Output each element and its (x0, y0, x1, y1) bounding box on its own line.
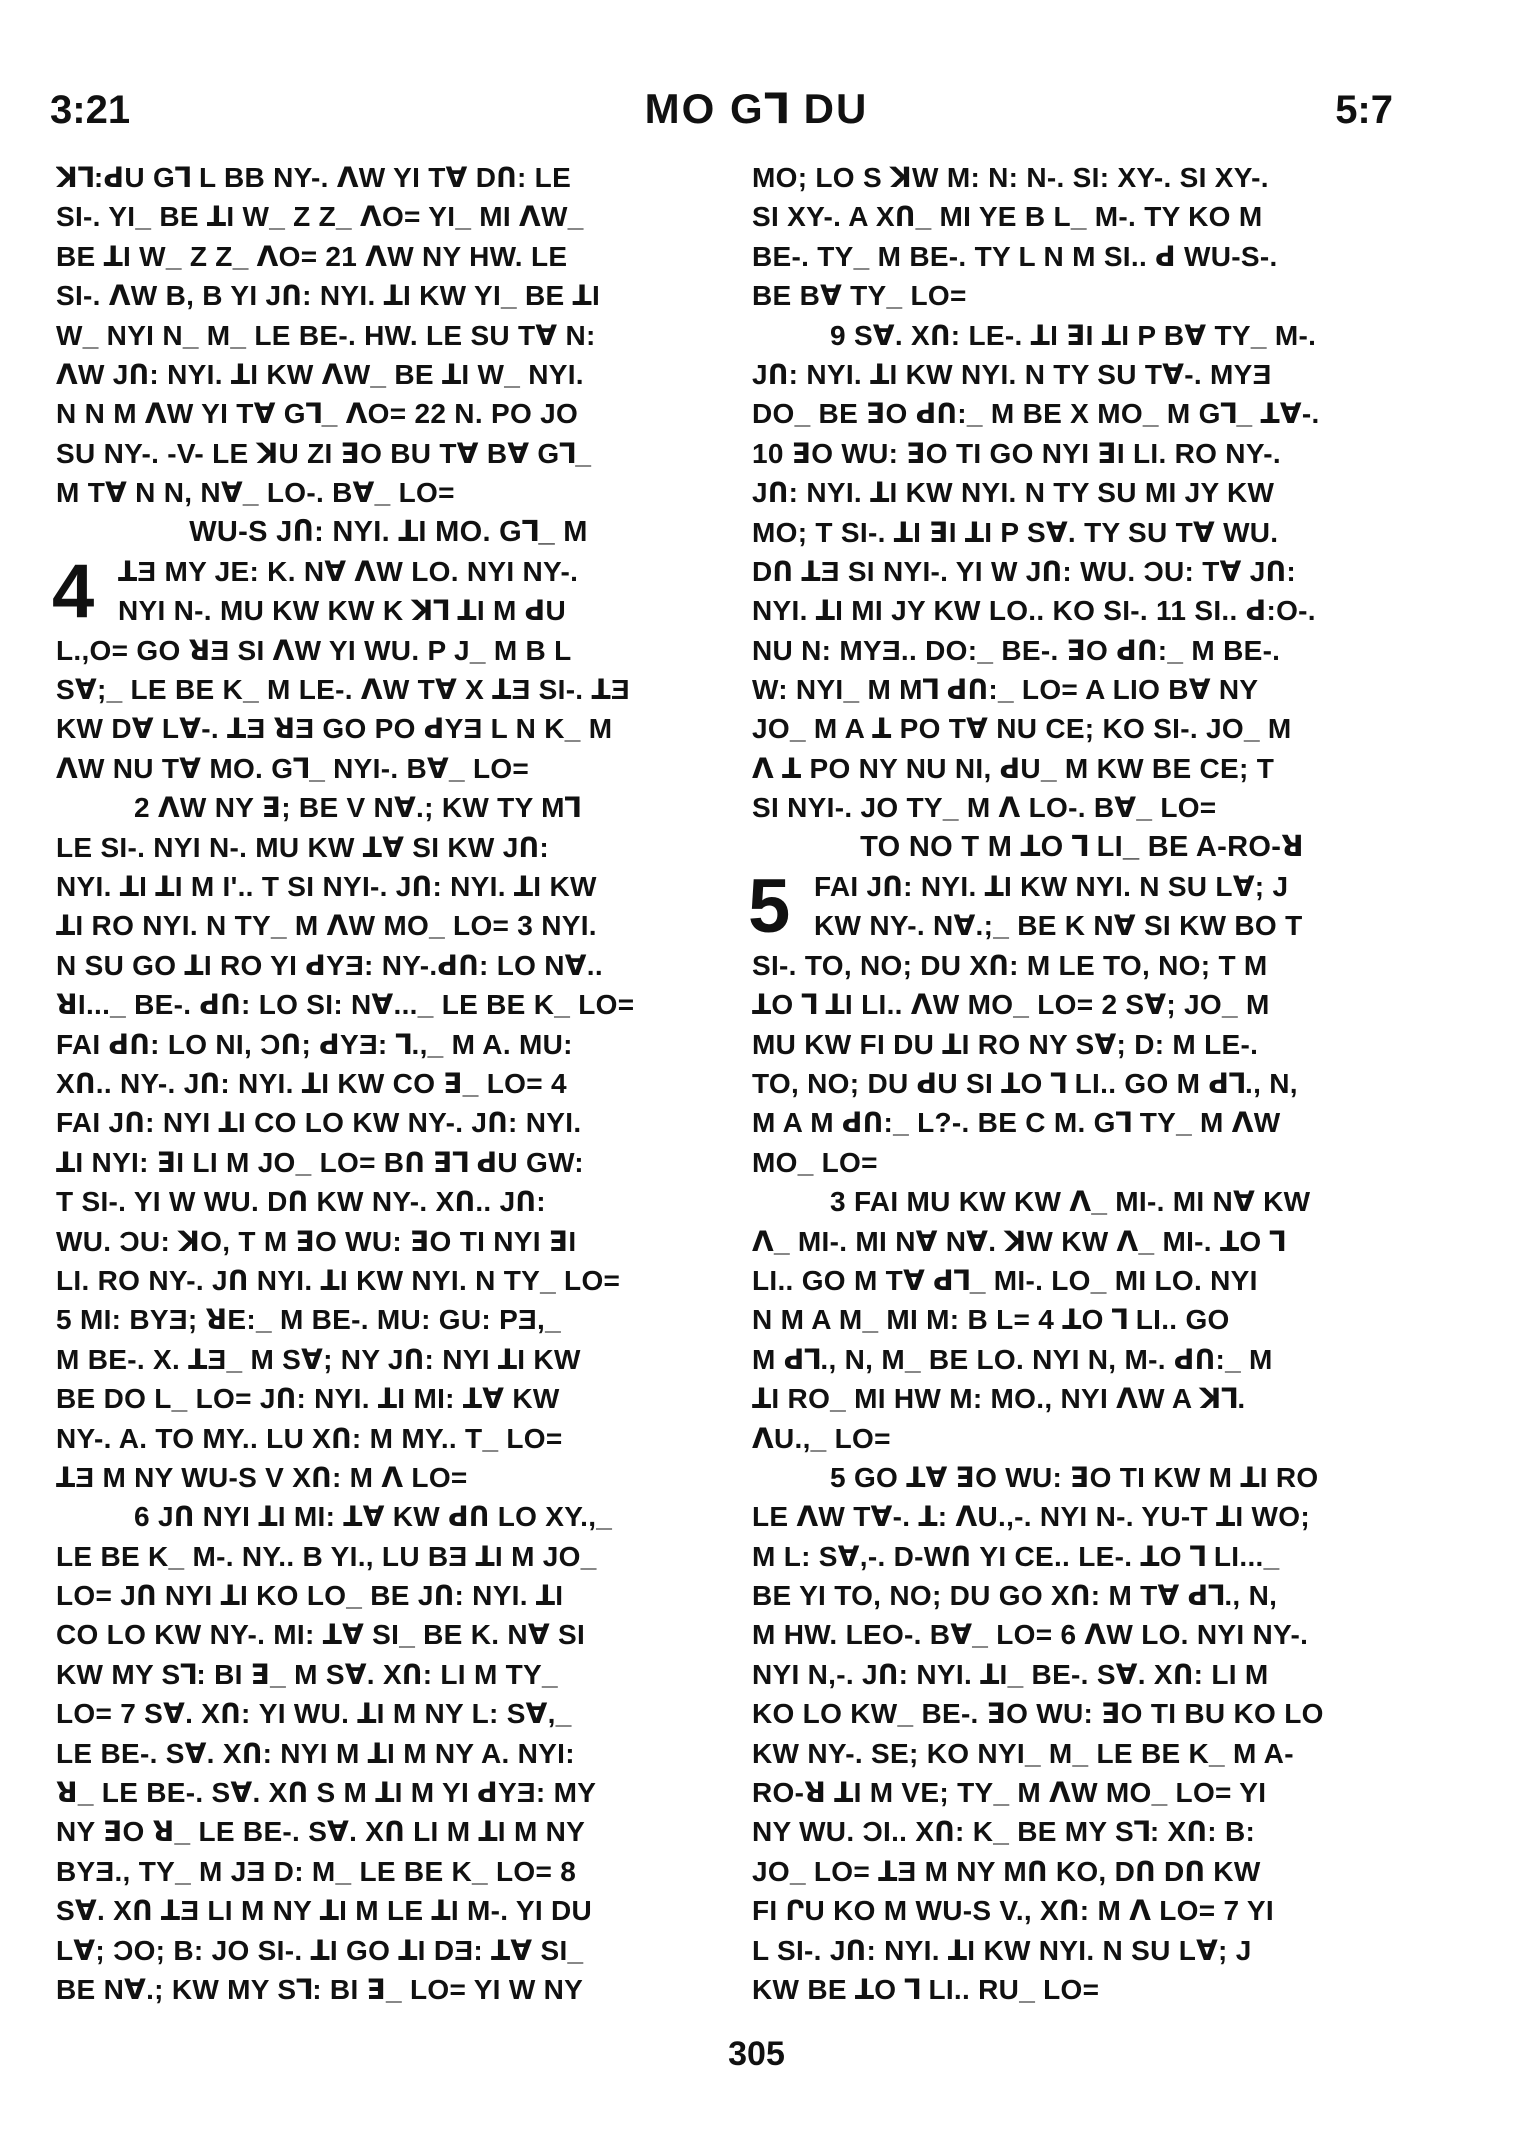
text-line: MO_ LO= (752, 1146, 878, 1178)
chapter-4-opening (52, 548, 721, 634)
text-line: BE DO L_ LO= JՈ: NYI. ꓕI MI: ꓕꓯ KW (56, 1383, 560, 1415)
text-line: JO_ LO= ꓕƎ M NY MՈ KO, DՈ DՈ KW (752, 1855, 1261, 1887)
chapter-4-continuation (56, 631, 721, 789)
text-line: NYI N,-. JՈ: NYI. ꓕI_ BE-. Sꓯ. XՈ: LI M (752, 1658, 1269, 1690)
chapter-number: 4 (52, 548, 95, 634)
right-intro-lines (752, 158, 1412, 316)
text-line: FAI JՈ: NYI. ꓕI KW NYI. N SU Lꓯ; J (814, 871, 1289, 903)
text-line: JՈ: NYI. ꓕI KW NYI. N TY SU Tꓯ-. MYƎ (752, 358, 1272, 390)
text-line: 5 MI: BYƎ; ꓤE:_ M BE-. MU: GU: PƎ,_ (56, 1304, 561, 1336)
text-line: M BE-. X. ꓕƎ_ M Sꓯ; NY JՈ: NYI ꓕI KW (56, 1343, 581, 1375)
text-line: CO LO KW NY-. MI: ꓕꓯ SI_ BE K. Nꓯ SI (56, 1619, 586, 1651)
text-line: XՈ.. NY-. JՈ: NYI. ꓕI KW CO ꓱ_ LO= 4 (56, 1067, 567, 1099)
text-line: KW NY-. Nꓯ.;_ BE K Nꓯ SI KW BO T (814, 910, 1303, 942)
section-heading: WU-S JՈ: NYI. ꓕI MO. G⅂_ M (189, 515, 588, 548)
text-line: NYI. ꓕI ꓕI M I'.. T SI NYI-. JՈ: NYI. ꓕI KW (56, 871, 597, 903)
text-line: WU. ϽU: ꓘO, T M ꓱO WU: ꓱO TI NYI ꓱI (56, 1225, 577, 1257)
text-line: MO; LO S ꓘW M: N: N-. SI: XY-. SI XY-. (752, 162, 1269, 193)
text-line: MU KW FI DU ꓕI RO NY Sꓯ; D: M LE-. (752, 1028, 1259, 1060)
text-line: ꓥ ꓕ PO NY NU NI, ꓒU_ M KW BE CE; T (752, 752, 1275, 784)
text-line: ꓥ_ MI-. MI Nꓯ Nꓯ. ꓘW KW ꓥ_ MI-. ꓕO ⅂ (752, 1225, 1286, 1257)
paragraph-verse-9 (752, 316, 1412, 828)
text-line: N N M ꓥW YI Tꓯ G⅂_ ꓥO= 22 N. PO JO (56, 398, 579, 430)
text-line: ꓕI RO NYI. N TY_ M ꓥW MO_ LO= 3 NYI. (56, 910, 597, 942)
header-book-title: MO G⅂ DU (644, 85, 869, 132)
text-line: Lꓯ; ϽO; B: JO SI-. ꓕI GO ꓕI DƎ: ꓕꓯ SI_ (56, 1934, 584, 1966)
text-line: NYI N-. MU KW KW K ꓘ⅂ ꓕI M ꓒU (118, 595, 567, 627)
text-line: LI.. GO M Tꓯ ꓒ⅂_ MI-. LO_ MI LO. NYI (752, 1264, 1258, 1296)
text-line: BYƎ., TY_ M JƎ D: M_ LE BE K_ LO= 8 (56, 1855, 577, 1887)
text-line: 3 FAI MU KW KW ꓥ_ MI-. MI Nꓯ KW (830, 1186, 1311, 1218)
text-line: Sꓯ. XՈ ꓕƎ LI M NY ꓕI M LE ꓕI M-. YI DU (56, 1895, 593, 1927)
text-line: KW MY S⅂: BI ꓱ_ M Sꓯ. XՈ: LI M TY_ (56, 1658, 558, 1690)
text-line: KW Dꓯ Lꓯ-. ꓕƎ ꓤƎ GO PO ꓒYƎ L N K_ M (56, 713, 613, 745)
text-line: N M A M_ MI M: B L= 4 ꓕO ⅂ LI.. GO (752, 1304, 1230, 1336)
text-line: TO, NO; DU ꓒU SI ꓕO ⅂ LI.. GO M ꓒ⅂., N, (752, 1067, 1298, 1099)
text-line: MO; T SI-. ꓕI ꓱI ꓕI P Sꓯ. TY SU Tꓯ WU. (752, 516, 1279, 548)
text-line: NY ꓱO ꓤ_ LE BE-. Sꓯ. XՈ LI M ꓕI M NY (56, 1816, 586, 1848)
text-line: JO_ M A ꓕ PO Tꓯ NU CE; KO SI-. JO_ M (752, 713, 1292, 745)
text-line: M Tꓯ N N, Nꓯ_ LO-. Bꓯ_ LO= (56, 477, 455, 509)
text-line: 9 Sꓯ. XՈ: LE-. ꓕI ꓱI ꓕI P Bꓯ TY_ M-. (830, 319, 1317, 351)
text-line: SI-. TO, NO; DU XՈ: M LE TO, NO; T M (752, 949, 1268, 981)
text-line: M ꓒ⅂., N, M_ BE LO. NYI N, M-. ꓒՈ:_ M (752, 1343, 1273, 1375)
text-line: KW NY-. SE; KO NYI_ M_ LE BE K_ M A- (752, 1737, 1294, 1769)
text-line: M L: Sꓯ,-. D-WՈ YI CE.. LE-. ꓕO ⅂ LI..._ (752, 1540, 1280, 1572)
text-line: 6 JՈ NYI ꓕI MI: ꓕꓯ KW ꓒՈ LO XY.,_ (134, 1501, 613, 1533)
text-line: ꓕƎ MY JE: K. Nꓯ ꓥW LO. NYI NY-. (118, 555, 579, 587)
text-line: BE-. TY_ M BE-. TY L N M SI.. ꓒ WU-S-. (752, 240, 1278, 272)
text-line: SI-. ꓥW B, B YI JՈ: NYI. ꓕI KW YI_ BE ꓕI (56, 280, 601, 312)
text-line: FAI ꓒՈ: LO NI, ϽՈ; ꓒYƎ: ⅂.,_ M A. MU: (56, 1028, 573, 1060)
text-line: L.,O= GO ꓤƎ SI ꓥW YI WU. P J_ M B L (56, 634, 572, 666)
text-line: T SI-. YI W WU. DՈ KW NY-. XՈ.. JՈ: (56, 1186, 546, 1218)
section-heading: TO NO T M ꓕO ⅂ LI_ BE A-RO-ꓤ (860, 830, 1304, 863)
text-line: NY WU. ϽI.. XՈ: K_ BE MY S⅂: XՈ: B: (752, 1816, 1256, 1848)
header-left-reference: 3:21 (50, 88, 131, 132)
text-line: W_ NYI N_ M_ LE BE-. HW. LE SU Tꓯ N: (56, 319, 596, 351)
text-line: ꓕO ⅂ ꓕI LI.. ꓥW MO_ LO= 2 Sꓯ; JO_ M (752, 989, 1270, 1021)
chapter-number: 5 (748, 864, 791, 950)
text-line: 10 ꓱO WU: ꓱO TI GO NYI ꓱI LI. RO NY-. (752, 437, 1281, 469)
text-line: M HW. LEO-. Bꓯ_ LO= 6 ꓥW LO. NYI NY-. (752, 1619, 1309, 1651)
text-line: BE ꓕI W_ Z Z_ ꓥO= 21 ꓥW NY HW. LE (56, 240, 568, 272)
header-right-reference: 5:7 (1335, 88, 1393, 132)
paragraph-verse-5 (752, 1458, 1412, 2009)
running-header (0, 78, 1513, 138)
paragraph-verse-6 (56, 1497, 721, 2009)
text-line: SI XY-. A XՈ_ MI YE B L_ M-. TY KO M (752, 201, 1263, 233)
text-line: ꓕI NYI: ꓱI LI M JO_ LO= BՈ ꓱ⅂ ꓒU GW: (56, 1146, 584, 1178)
text-line: SU NY-. -V- LE ꓘU ZI ꓱO BU Tꓯ Bꓯ G⅂_ (56, 437, 592, 469)
text-line: ꓤ_ LE BE-. Sꓯ. XՈ S M ꓕI M YI ꓒYƎ: MY (56, 1777, 597, 1809)
text-line: ꓥU.,_ LO= (752, 1422, 891, 1454)
text-line: ꓥW JՈ: NYI. ꓕI KW ꓥW_ BE ꓕI W_ NYI. (56, 358, 584, 390)
text-line: DՈ ꓕƎ SI NYI-. YI W JՈ: WU. ϽU: Tꓯ JՈ: (752, 555, 1296, 587)
right-column (748, 158, 1412, 2009)
paragraph-verse-2 (56, 788, 721, 1497)
text-line: BE Nꓯ.; KW MY S⅂: BI ꓱ_ LO= YI W NY (56, 1973, 584, 2005)
text-line: 2 ꓥW NY ꓱ; BE V Nꓯ.; KW TY M⅂ (134, 792, 581, 824)
text-line: LE ꓥW Tꓯ-. ꓕ: ꓥU.,-. NYI N-. YU-T ꓕI WO; (752, 1501, 1310, 1533)
text-line: RO-ꓤ ꓕI M VE; TY_ M ꓥW MO_ LO= YI (752, 1777, 1267, 1809)
text-line: KO LO KW_ BE-. ꓱO WU: ꓱO TI BU KO LO (752, 1698, 1324, 1730)
text-line: LE BE K_ M-. NY.. B YI., LU BƎ ꓕI M JO_ (56, 1540, 597, 1572)
page-number: 305 (728, 2035, 785, 2073)
text-line: LO= JՈ NYI ꓕI KO LO_ BE JՈ: NYI. ꓕI (56, 1580, 564, 1612)
text-line: ꓕI RO_ MI HW M: MO., NYI ꓥW A ꓘ⅂. (752, 1383, 1246, 1415)
text-line: Sꓯ;_ LE BE K_ M LE-. ꓥW Tꓯ X ꓕƎ SI-. ꓕƎ (56, 674, 630, 706)
text-line: ꓤI..._ BE-. ꓒՈ: LO SI: Nꓯ..._ LE BE K_ LO= (56, 989, 635, 1021)
text-line: KW BE ꓕO ⅂ LI.. RU_ LO= (752, 1973, 1100, 2005)
text-line: NY-. A. TO MY.. LU XՈ: M MY.. T_ LO= (56, 1422, 563, 1454)
chapter-5-opening (748, 864, 1412, 950)
left-intro-lines (56, 158, 721, 513)
text-line: JՈ: NYI. ꓕI KW NYI. N TY SU MI JY KW (752, 477, 1275, 509)
text-line: NU N: MYƎ.. DO:_ BE-. ꓱO ꓒՈ:_ M BE-. (752, 634, 1281, 666)
text-line: 5 GO ꓕꓯ ꓱO WU: ꓱO TI KW M ꓕI RO (830, 1461, 1319, 1493)
text-line: ꓕƎ M NY WU-S V XՈ: M ꓥ LO= (56, 1461, 468, 1493)
text-line: LE BE-. Sꓯ. XՈ: NYI M ꓕI M NY A. NYI: (56, 1737, 575, 1769)
left-column (52, 158, 721, 2009)
text-line: LO= 7 Sꓯ. XՈ: YI WU. ꓕI M NY L: Sꓯ,_ (56, 1698, 572, 1730)
text-line: M A M ꓒՈ:_ L?-. BE C M. G⅂ TY_ M ꓥW (752, 1107, 1281, 1139)
text-line: NYI. ꓕI MI JY KW LO.. KO SI-. 11 SI.. ꓒ:O-. (752, 595, 1316, 627)
text-line: ꓥW NU Tꓯ MO. G⅂_ NYI-. Bꓯ_ LO= (56, 752, 530, 784)
text-line: DO_ BE ꓱO ꓒՈ:_ M BE X MO_ M G⅂_ ꓕꓯ-. (752, 398, 1320, 430)
text-line: BE Bꓯ TY_ LO= (752, 280, 967, 312)
text-line: FAI JՈ: NYI ꓕI CO LO KW NY-. JՈ: NYI. (56, 1107, 582, 1139)
text-line: FI ՐU KO M WU-S V., XՈ: M ꓥ LO= 7 YI (752, 1895, 1274, 1927)
text-line: SI NYI-. JO TY_ M ꓥ LO-. Bꓯ_ LO= (752, 792, 1217, 824)
text-line: ꓘ⅂:ꓒU G⅂ L BB NY-. ꓥW YI Tꓯ DՈ: LE (56, 162, 572, 193)
text-line: SI-. YI_ BE ꓕI W_ Z Z_ ꓥO= YI_ MI ꓥW_ (56, 201, 584, 233)
chapter-5-continuation (752, 946, 1412, 1182)
text-line: LI. RO NY-. JՈ NYI. ꓕI KW NYI. N TY_ LO= (56, 1264, 621, 1296)
paragraph-verse-3 (752, 1182, 1412, 1458)
text-line: LE SI-. NYI N-. MU KW ꓕꓯ SI KW JՈ: (56, 831, 549, 863)
text-line: N SU GO ꓕI RO YI ꓒYƎ: NY-.ꓒՈ: LO Nꓯ.. (56, 949, 603, 981)
text-line: L SI-. JՈ: NYI. ꓕI KW NYI. N SU Lꓯ; J (752, 1934, 1252, 1966)
text-line: W: NYI_ M M⅂ ꓒՈ:_ LO= A LIO Bꓯ NY (752, 674, 1259, 706)
text-line: BE YI TO, NO; DU GO XՈ: M Tꓯ ꓒ⅂., N, (752, 1580, 1278, 1612)
